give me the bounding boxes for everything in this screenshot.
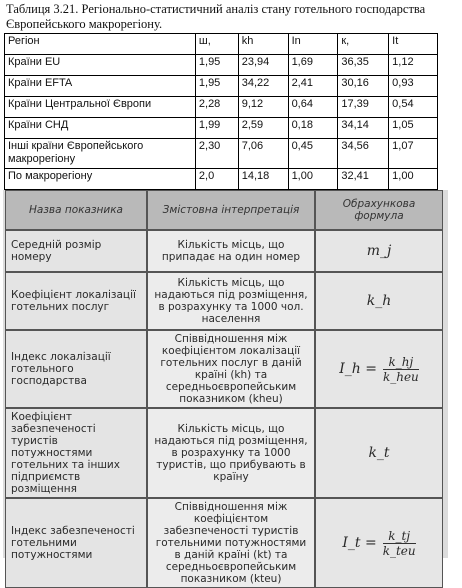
fraction-formula bbox=[339, 356, 419, 383]
header-cell: It bbox=[389, 34, 438, 55]
value-cell: 2,0 bbox=[195, 169, 238, 190]
formula-denominator: k_heu bbox=[382, 369, 419, 384]
value-cell: 9,12 bbox=[238, 97, 288, 118]
value-cell: 0,54 bbox=[389, 97, 438, 118]
value-cell: 1,99 bbox=[195, 118, 238, 139]
value-cell: 2,28 bbox=[195, 97, 238, 118]
header-cell: Регіон bbox=[5, 34, 196, 55]
formula-numerator: k_tj bbox=[388, 528, 411, 543]
indicator-row bbox=[5, 272, 443, 330]
table-row bbox=[5, 169, 438, 190]
header-cell: Обрахункова формула bbox=[315, 190, 443, 230]
formula-denominator: k_teu bbox=[382, 543, 416, 558]
indicator-table bbox=[5, 190, 443, 588]
header-cell: Назва показника bbox=[5, 190, 147, 230]
value-cell: 32,41 bbox=[338, 169, 389, 190]
region-cell: Інші країни Європейського макрорегіону bbox=[5, 139, 196, 169]
table-row bbox=[5, 118, 438, 139]
indicator-row bbox=[5, 408, 443, 498]
value-cell: 1,00 bbox=[288, 169, 338, 190]
indicator-description: Співвідношення між коефіцієнтом забезпеченості туристів готельними потужностями в даній країні (kt) та середньоєвропейським показником (kteu) bbox=[147, 498, 315, 588]
region-cell: По макрорегіону bbox=[5, 169, 196, 190]
value-cell: 17,39 bbox=[338, 97, 389, 118]
region-cell: Країни EU bbox=[5, 55, 196, 76]
value-cell: 0,45 bbox=[288, 139, 338, 169]
value-cell: 1,00 bbox=[389, 169, 438, 190]
indicator-row bbox=[5, 330, 443, 408]
region-cell: Країни Центральної Європи bbox=[5, 97, 196, 118]
indicator-name: Середній розмір номеру bbox=[5, 230, 147, 272]
indicator-formula: m_j bbox=[315, 230, 443, 272]
indicator-formula bbox=[315, 330, 443, 408]
value-cell: 1,95 bbox=[195, 76, 238, 97]
indicator-description: Співвідношення між коефіцієнтом локалізації готельних послуг в даній країні (kh) та середньоєвропейським показником (kheu) bbox=[147, 330, 315, 408]
indicator-description: Кількість місць, що надаються під розміщення, в розрахунку та 1000 туристів, що прибувають в країну bbox=[147, 408, 315, 498]
value-cell: 0,93 bbox=[389, 76, 438, 97]
fraction-formula bbox=[342, 530, 415, 557]
value-cell: 1,07 bbox=[389, 139, 438, 169]
value-cell: 1,05 bbox=[389, 118, 438, 139]
formula-lhs: I_t = bbox=[342, 535, 377, 551]
header-cell: In bbox=[288, 34, 338, 55]
value-cell: 2,59 bbox=[238, 118, 288, 139]
header-cell: Змістовна інтерпретація bbox=[147, 190, 315, 230]
indicator-row bbox=[5, 498, 443, 588]
value-cell: 14,18 bbox=[238, 169, 288, 190]
header-cell: ш, bbox=[195, 34, 238, 55]
value-cell: 1,12 bbox=[389, 55, 438, 76]
value-cell: 7,06 bbox=[238, 139, 288, 169]
table-row bbox=[5, 139, 438, 169]
scanned-indicator-table bbox=[3, 190, 448, 585]
region-cell: Країни СНД bbox=[5, 118, 196, 139]
indicator-name: Коефіцієнт локалізації готельних послуг bbox=[5, 272, 147, 330]
value-cell: 36,35 bbox=[338, 55, 389, 76]
indicator-name: Індекс локалізації готельного господарства bbox=[5, 330, 147, 408]
value-cell: 2,41 bbox=[288, 76, 338, 97]
indicator-name: Індекс забезпеченості готельними потужностями bbox=[5, 498, 147, 588]
header-cell: kh bbox=[238, 34, 288, 55]
region-cell: Країни EFTA bbox=[5, 76, 196, 97]
value-cell: 1,95 bbox=[195, 55, 238, 76]
indicator-formula: k_t bbox=[315, 408, 443, 498]
table-row bbox=[5, 76, 438, 97]
formula-numerator: k_hj bbox=[388, 354, 414, 369]
indicator-description: Кількість місць, що припадає на один номер bbox=[147, 230, 315, 272]
value-cell: 1,69 bbox=[288, 55, 338, 76]
indicator-name: Коефіцієнт забезпеченості туристів потужностями готельних та інших підприємств розміщення bbox=[5, 408, 147, 498]
indicator-row bbox=[5, 230, 443, 272]
table-row bbox=[5, 55, 438, 76]
table-caption: Таблиця 3.21. Регіонально-статистичний аналіз стану готельного господарства Європейського макрорегіону. bbox=[6, 2, 426, 31]
value-cell: 2,30 bbox=[195, 139, 238, 169]
value-cell: 0,18 bbox=[288, 118, 338, 139]
value-cell: 30,16 bbox=[338, 76, 389, 97]
value-cell: 34,56 bbox=[338, 139, 389, 169]
value-cell: 0,64 bbox=[288, 97, 338, 118]
header-cell: к, bbox=[338, 34, 389, 55]
value-cell: 23,94 bbox=[238, 55, 288, 76]
table-header-row bbox=[5, 34, 438, 55]
indicator-description: Кількість місць, що надаються під розміщення, в розрахунку та 1000 чол. населення bbox=[147, 272, 315, 330]
indicator-formula: k_h bbox=[315, 272, 443, 330]
formula-lhs: I_h = bbox=[339, 361, 377, 377]
indicator-formula bbox=[315, 498, 443, 588]
regional-stats-table bbox=[4, 33, 438, 190]
indicator-header-row bbox=[5, 190, 443, 230]
value-cell: 34,14 bbox=[338, 118, 389, 139]
table-row bbox=[5, 97, 438, 118]
value-cell: 34,22 bbox=[238, 76, 288, 97]
